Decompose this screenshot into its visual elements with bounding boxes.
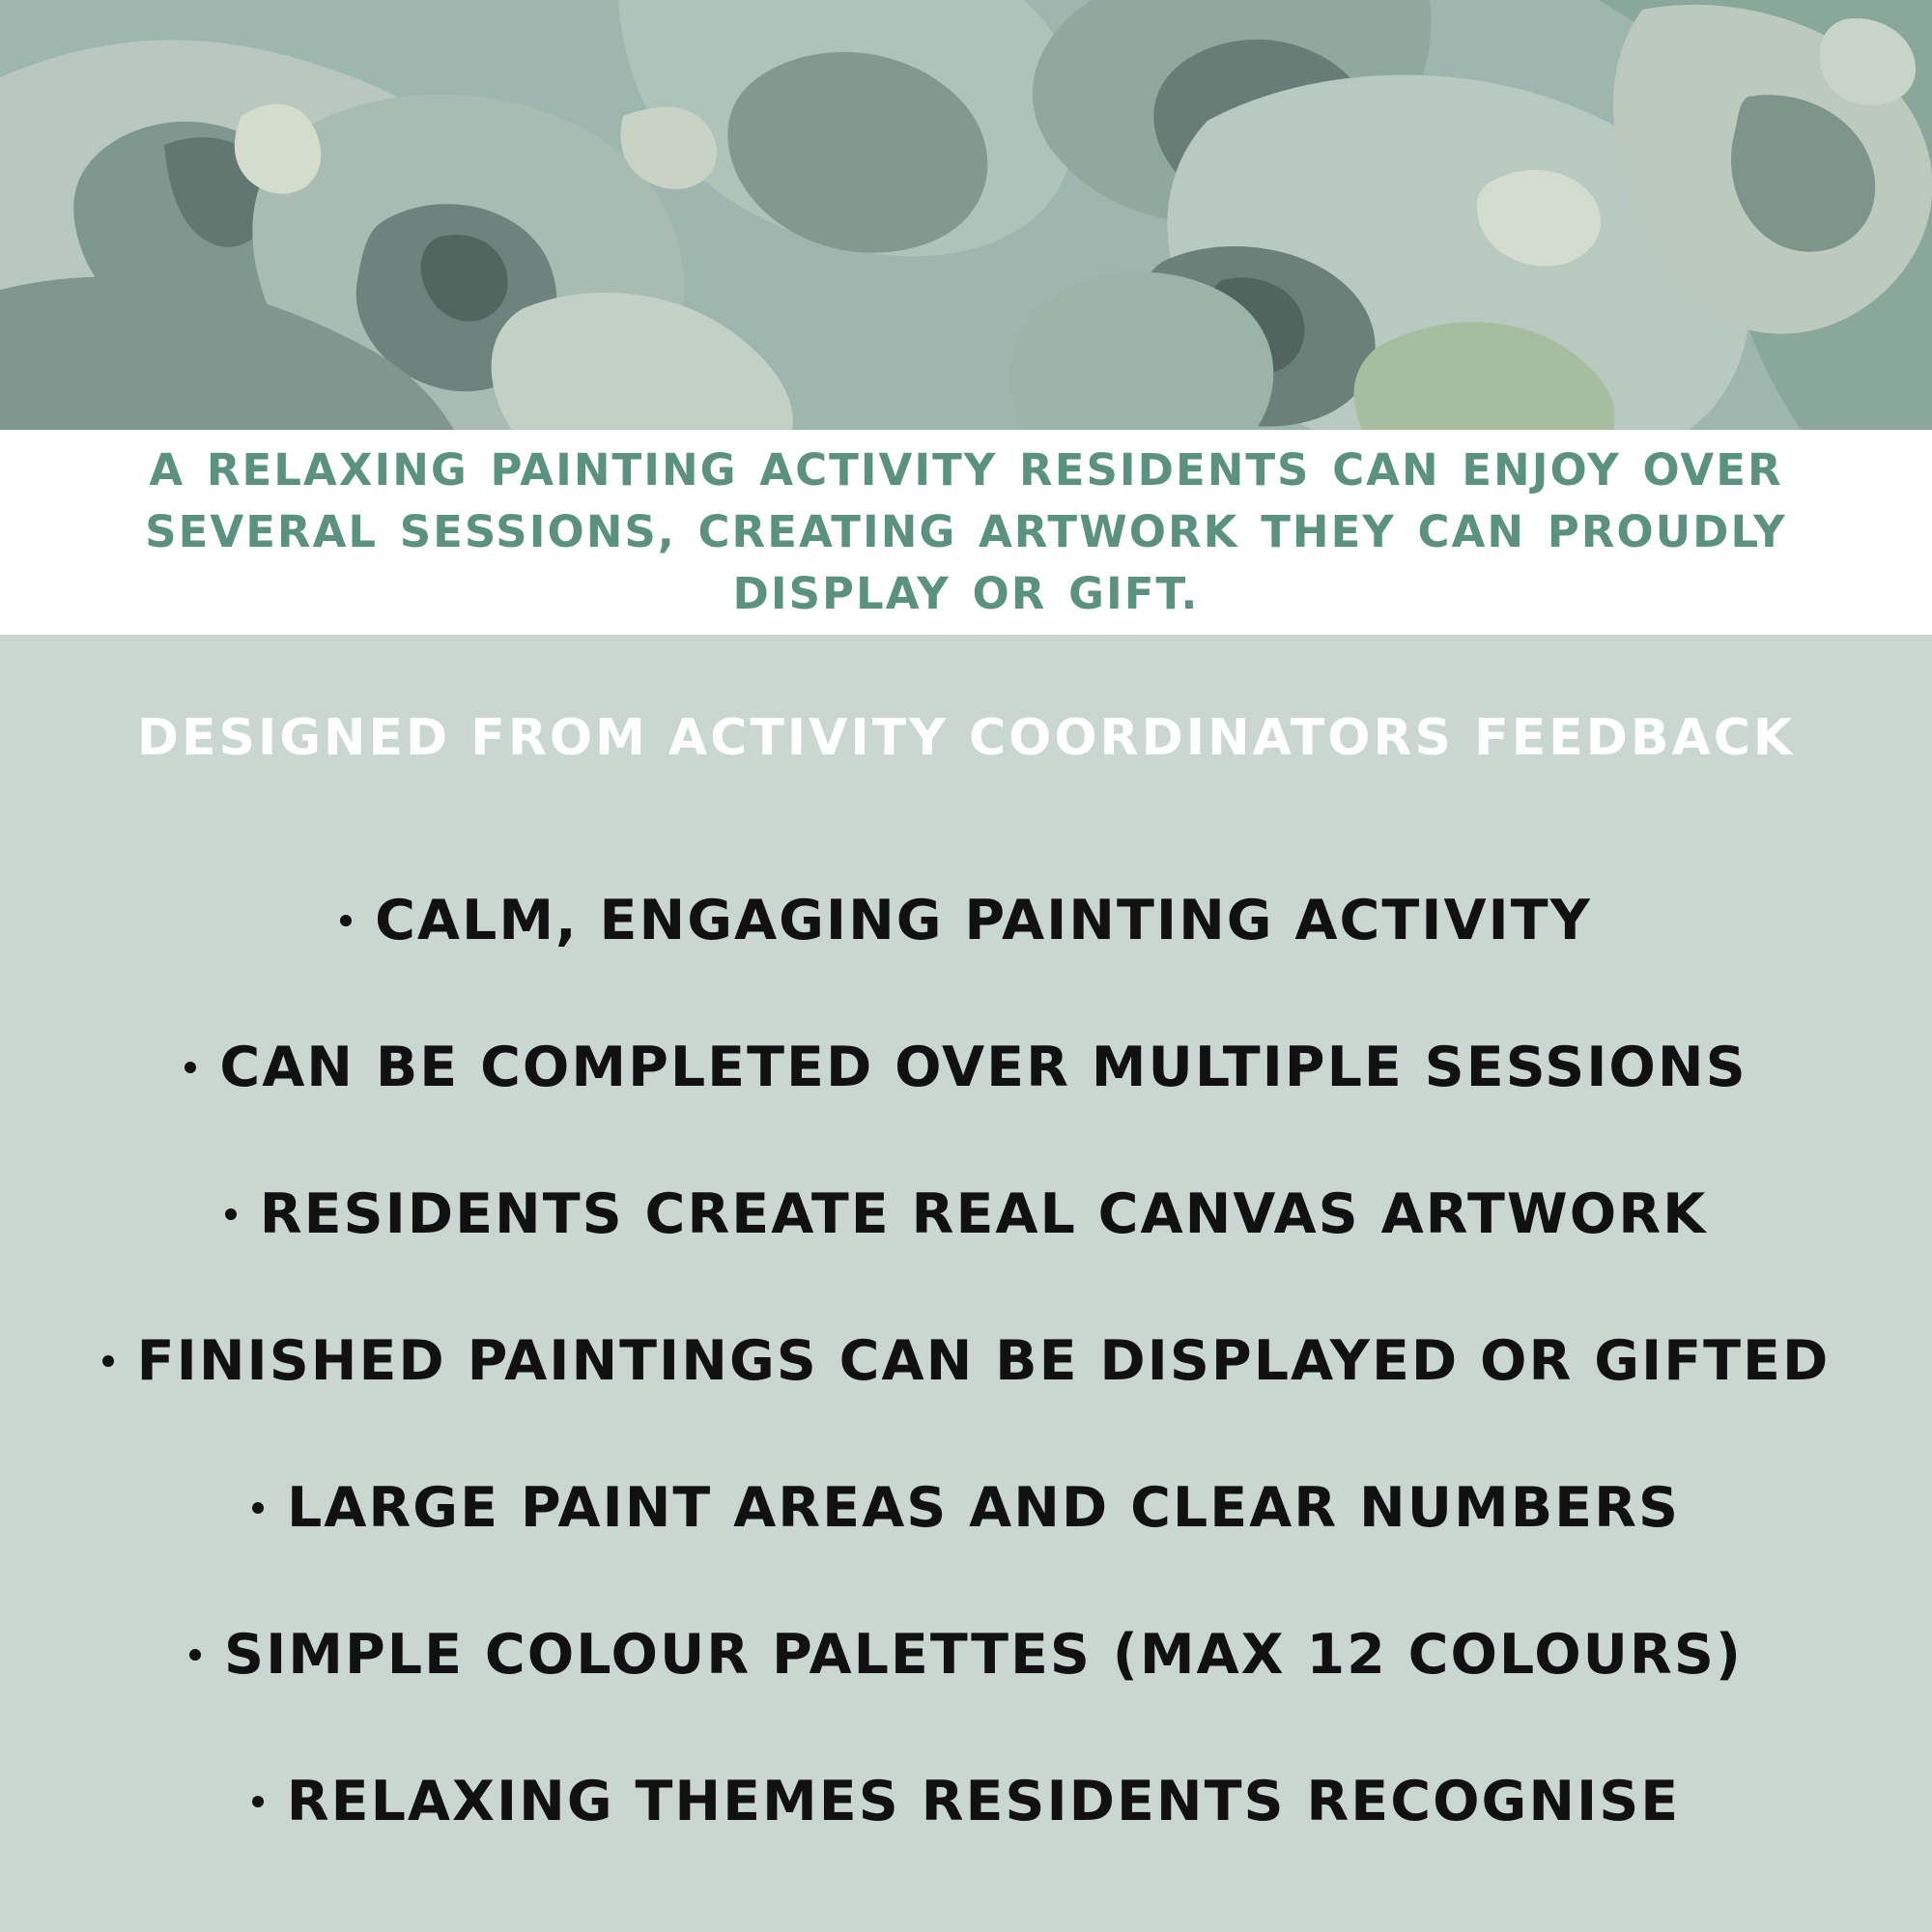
bullet-icon (225, 1208, 237, 1220)
feature-label: RESIDENTS CREATE REAL CANVAS ARTWORK (259, 1182, 1708, 1246)
bullet-icon (185, 1062, 196, 1073)
feature-label: CAN BE COMPLETED OVER MULTIPLE SESSIONS (219, 1036, 1747, 1099)
bullet-icon (252, 1502, 264, 1514)
feature-label: CALM, ENGAGING PAINTING ACTIVITY (375, 889, 1592, 952)
feature-item (68, 994, 1864, 1141)
intro-section (0, 430, 1932, 635)
bullet-icon (340, 915, 352, 926)
feature-item (68, 1435, 1864, 1581)
feature-item (68, 1288, 1864, 1435)
bullet-icon (252, 1796, 264, 1807)
feature-item (68, 847, 1864, 994)
sheep-painting-image (0, 0, 1932, 430)
bullet-icon (102, 1355, 114, 1367)
feature-heading: DESIGNED FROM ACTIVITY COORDINATORS FEEDBACK (136, 709, 1796, 767)
feature-section (0, 635, 1932, 1932)
feature-label: SIMPLE COLOUR PALETTES (MAX 12 COLOURS) (224, 1623, 1743, 1687)
feature-label: RELAXING THEMES RESIDENTS RECOGNISE (286, 1770, 1681, 1833)
feature-label: LARGE PAINT AREAS AND CLEAR NUMBERS (286, 1476, 1681, 1540)
sheep-painting-illustration (0, 0, 1932, 430)
intro-text: A RELAXING PAINTING ACTIVITY RESIDENTS CAN ENJOY OVER SEVERAL SESSIONS, CREATING ARTWORK THEY CAN PROUDLY DISPLAY OR GIFT. (145, 444, 1787, 619)
feature-item (68, 1728, 1864, 1875)
feature-label: FINISHED PAINTINGS CAN BE DISPLAYED OR GIFTED (136, 1329, 1831, 1393)
feature-item (68, 1141, 1864, 1288)
feature-item (68, 1581, 1864, 1728)
bullet-icon (189, 1649, 201, 1661)
feature-list (68, 847, 1864, 1875)
